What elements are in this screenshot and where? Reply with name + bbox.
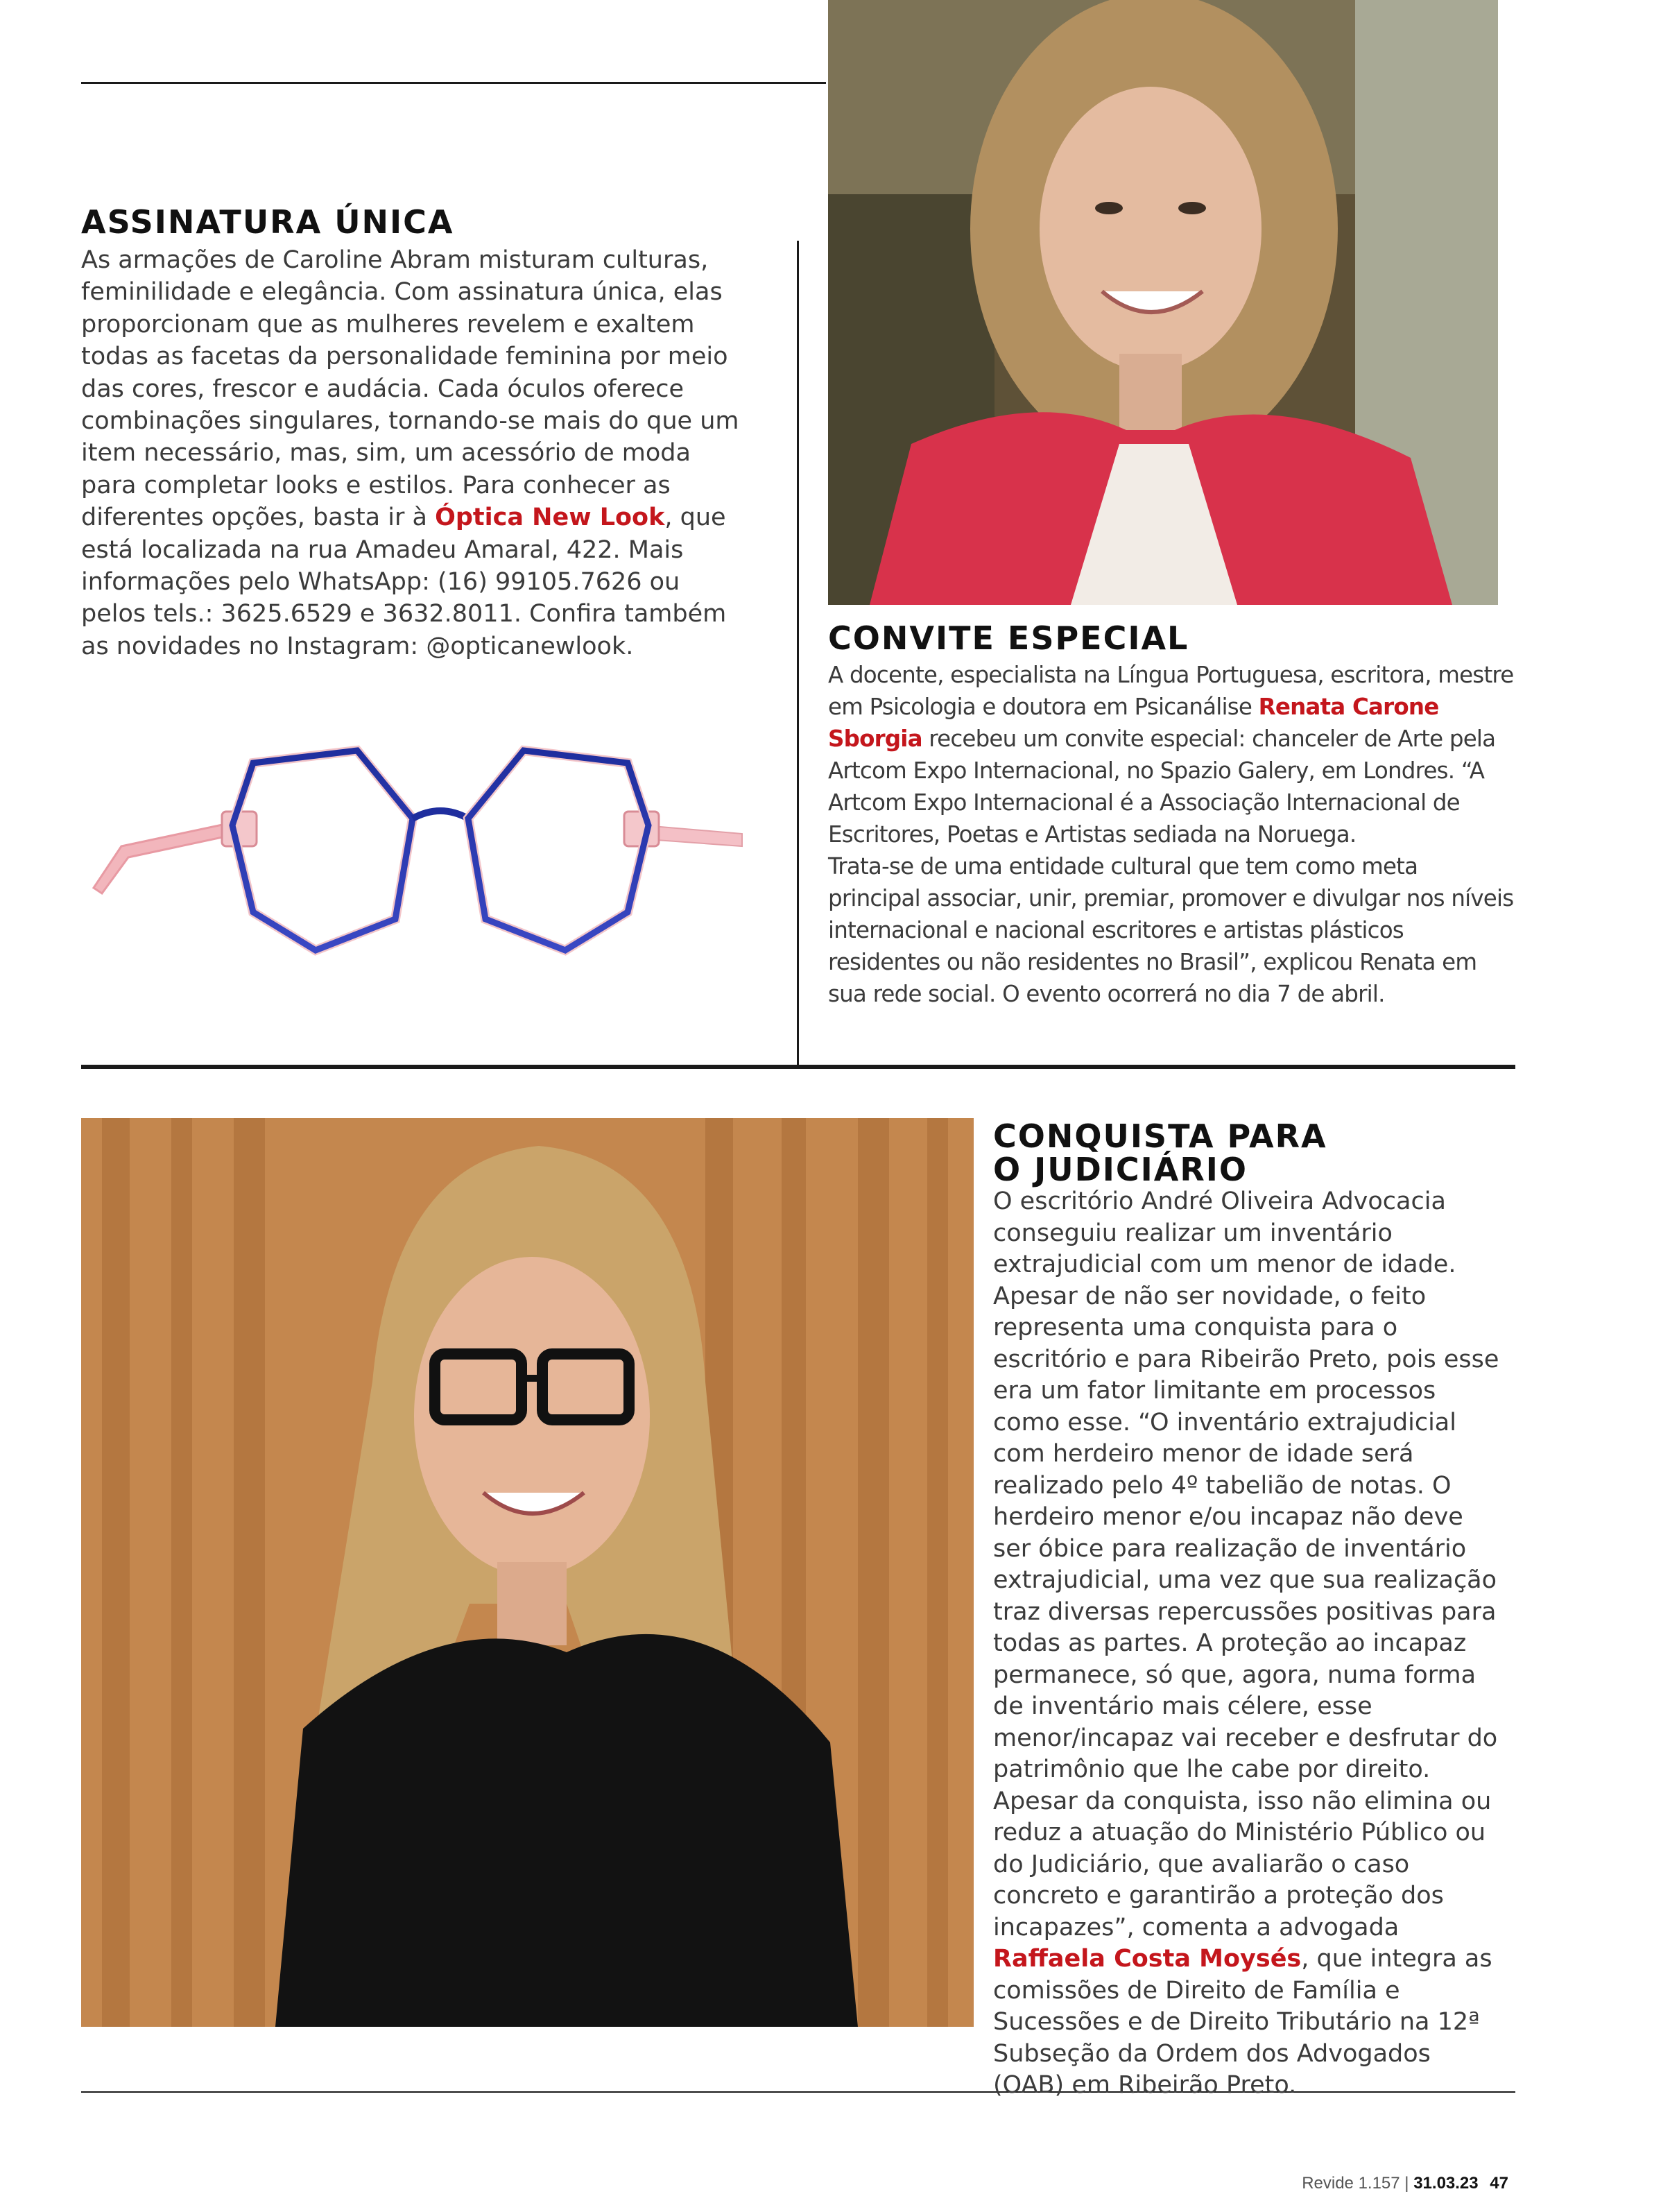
body-text-part: recebeu um convite especial: chanceler de Arte pela Artcom Expo Internacional, no Spazio Galery, em Londres. “A Artcom Expo Internacional é a Associação Internacional de Escritores, Poetas e Artistas sediada na Noruega. — [828, 726, 1496, 848]
raffaela-costa-moyses-photo — [81, 1118, 974, 2027]
body-text-part: O escritório André Oliveira Advocacia conseguiu realizar um inventário extrajudicial com um menor de idade. Apesar de não ser novidade, o feito representa uma conquista para o escritório e para Ribeirão Preto, pois esse era um fator limitante em processos como esse. “O inventário extrajudicial com herdeiro menor de idade será realizado pelo 4º tabelião de notas. O herdeiro menor e/ou incapaz não deve ser óbice para realização de inventário extrajudicial, uma vez que sua realização traz diversas repercussões positivas para todas as partes. A proteção ao incapaz permanece, só que, agora, numa forma de inventário mais célere, esse menor/incapaz vai receber e desfrutar do patrimônio que lhe cabe por direito. Apesar da conquista, isso não elimina ou reduz a atuação do Ministério Público ou do Judiciário, que avaliarão o caso concreto e garantirão a proteção dos incapazes”, comenta a advogada — [993, 1188, 1499, 1941]
issue-date: 31.03.23 — [1413, 2174, 1479, 2193]
conquista-judiciario-heading — [993, 1117, 1327, 1188]
assinatura-unica-body — [81, 244, 747, 662]
eyeglasses-photo — [87, 742, 749, 957]
section-divider — [81, 1065, 1515, 1069]
renata-carone-sborgia-photo — [828, 0, 1498, 605]
portrait-woman-red-sweater — [828, 0, 1498, 605]
raffaela-costa-moyses-link[interactable]: Raffaela Costa Moysés — [993, 1945, 1302, 1973]
convite-especial-body — [828, 659, 1515, 1010]
optica-new-look-link[interactable]: Óptica New Look — [435, 504, 665, 532]
footer-separator: | — [1404, 2174, 1409, 2193]
convite-especial-heading: CONVITE ESPECIAL — [828, 619, 1189, 657]
conquista-judiciario-body — [993, 1186, 1499, 2102]
magazine-issue: Revide 1.157 — [1302, 2174, 1400, 2193]
body-text-part: As armações de Caroline Abram misturam culturas, feminilidade e elegância. Com assinatura única, elas proporcionam que as mulheres revelem e exaltem todas as facetas da personalidade feminina por meio das cores, frescor e audácia. Cada óculos oferece combinações singulares, tornando-se mais do que um item necessário, mas, sim, um acessório de moda para completar looks e estilos. Para conhecer as diferentes opções, basta ir à — [81, 246, 739, 532]
body-text-part: , que está localizada na rua Amadeu Amaral, 422. Mais informações pelo WhatsApp: (16) 99105.7626 ou pelos tels.: 3625.6529 e 3632.8011. Confira também as novidades no Instagram: @opticanewlook. — [81, 504, 727, 660]
top-rule — [81, 82, 826, 84]
renata-carone-sborgia-link[interactable]: Renata Carone Sborgia — [828, 694, 1439, 752]
eyeglasses-illustration — [87, 742, 749, 957]
body-text-part: A docente, especialista na Língua Portuguesa, escritora, mestre em Psicologia e doutora em Psicanálise — [828, 662, 1514, 720]
assinatura-unica-heading: ASSINATURA ÚNICA — [81, 203, 454, 241]
portrait-woman-glasses — [81, 1118, 974, 2027]
body-text-part: , que integra as comissões de Direito de Família e Sucessões e de Direito Tributário na 12ª Subseção da Ordem dos Advogados (OAB) em Ribeirão Preto. — [993, 1945, 1492, 2099]
heading-line-1: CONQUISTA PARA — [993, 1117, 1327, 1155]
page-footer — [1302, 2174, 1508, 2193]
page-number: 47 — [1490, 2174, 1508, 2193]
vertical-divider — [797, 241, 799, 1066]
heading-line-2: O JUDICIÁRIO — [993, 1151, 1248, 1188]
body-text-part: Trata-se de uma entidade cultural que tem como meta principal associar, unir, premiar, promover e divulgar nos níveis internacional e nacional escritores e artistas plásticos residentes ou não residentes no Brasil”, explicou Renata em sua rede social. O evento ocorrerá no dia 7 de abril. — [828, 853, 1514, 1007]
